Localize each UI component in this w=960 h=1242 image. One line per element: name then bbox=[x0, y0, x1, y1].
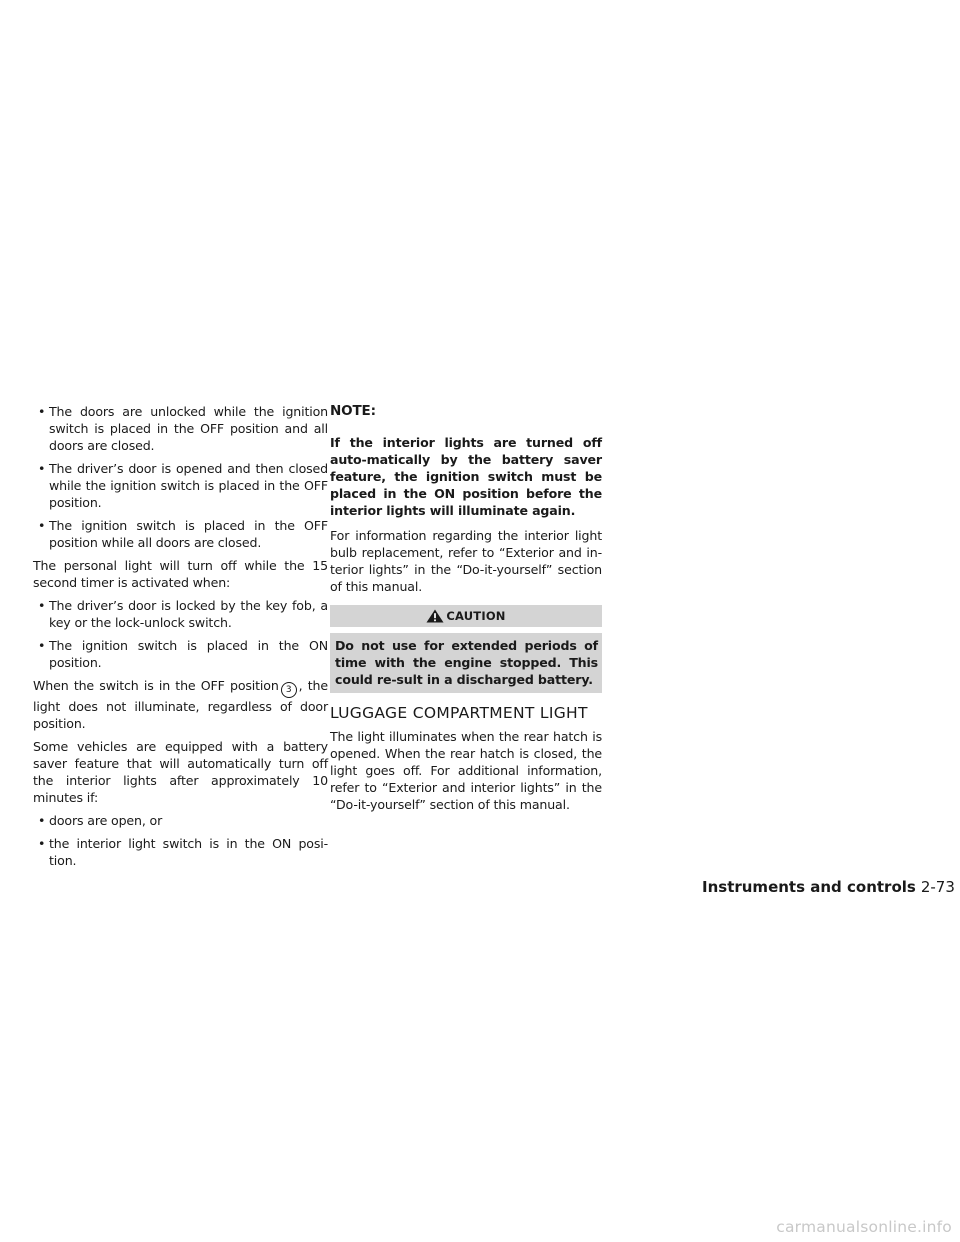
note-body: If the interior lights are turned off auto-matically by the battery saver feature, the ignition switch must be placed in the ON position before the interior lights will illuminate again. bbox=[330, 435, 602, 518]
caution-label: CAUTION bbox=[446, 608, 506, 623]
caution-body: Do not use for extended periods of time with the engine stopped. This could re-sult in a discharged battery. bbox=[330, 633, 602, 693]
timer-paragraph: The personal light will turn off while the 15 second timer is activated when: bbox=[33, 558, 328, 590]
off-position-text-cont: , the light does not illuminate, regardless of door position. bbox=[33, 678, 328, 731]
note-title: NOTE: bbox=[330, 403, 376, 419]
battery-saver-paragraph: Some vehicles are equipped with a battery saver feature that will automatically turn off the interior lights after approximately 10 minutes if: bbox=[33, 739, 328, 805]
list-item: • doors are open, or bbox=[33, 812, 328, 829]
right-column bbox=[330, 403, 602, 819]
list-item: • The ignition switch is placed in the OFF position while all doors are closed. bbox=[33, 517, 328, 551]
list-item: • The ignition switch is placed in the ON position. bbox=[33, 637, 328, 671]
footer-section-title: Instruments and controls bbox=[702, 878, 916, 896]
list-item: • The doors are unlocked while the ignition switch is placed in the OFF position and all doors are closed. bbox=[33, 403, 328, 454]
list-item: • The driver’s door is opened and then closed while the ignition switch is placed in the OFF position. bbox=[33, 460, 328, 511]
caution-header bbox=[330, 605, 602, 627]
luggage-paragraph: The light illuminates when the rear hatch is opened. When the rear hatch is closed, the light goes off. For additional information, refer to “Exterior and interior lights” in the “Do-it-yourself” section of this manual. bbox=[330, 729, 602, 812]
left-column bbox=[33, 403, 328, 875]
page-footer bbox=[702, 878, 955, 896]
info-paragraph: For information regarding the interior light bulb replacement, refer to “Exterior and in-terior lights” in the “Do-it-yourself” section of this manual. bbox=[330, 528, 602, 594]
warning-icon bbox=[426, 609, 444, 623]
list-item: • The driver’s door is locked by the key fob, a key or the lock-unlock switch. bbox=[33, 597, 328, 631]
watermark: carmanualsonline.info bbox=[776, 1218, 952, 1236]
off-position-paragraph bbox=[33, 677, 328, 732]
circled-number-icon: 3 bbox=[281, 682, 297, 698]
off-position-text: When the switch is in the OFF position bbox=[33, 678, 279, 693]
page-number: 2-73 bbox=[920, 878, 955, 896]
list-item: • the interior light switch is in the ON posi-tion. bbox=[33, 835, 328, 869]
section-heading: LUGGAGE COMPARTMENT LIGHT bbox=[330, 704, 588, 722]
